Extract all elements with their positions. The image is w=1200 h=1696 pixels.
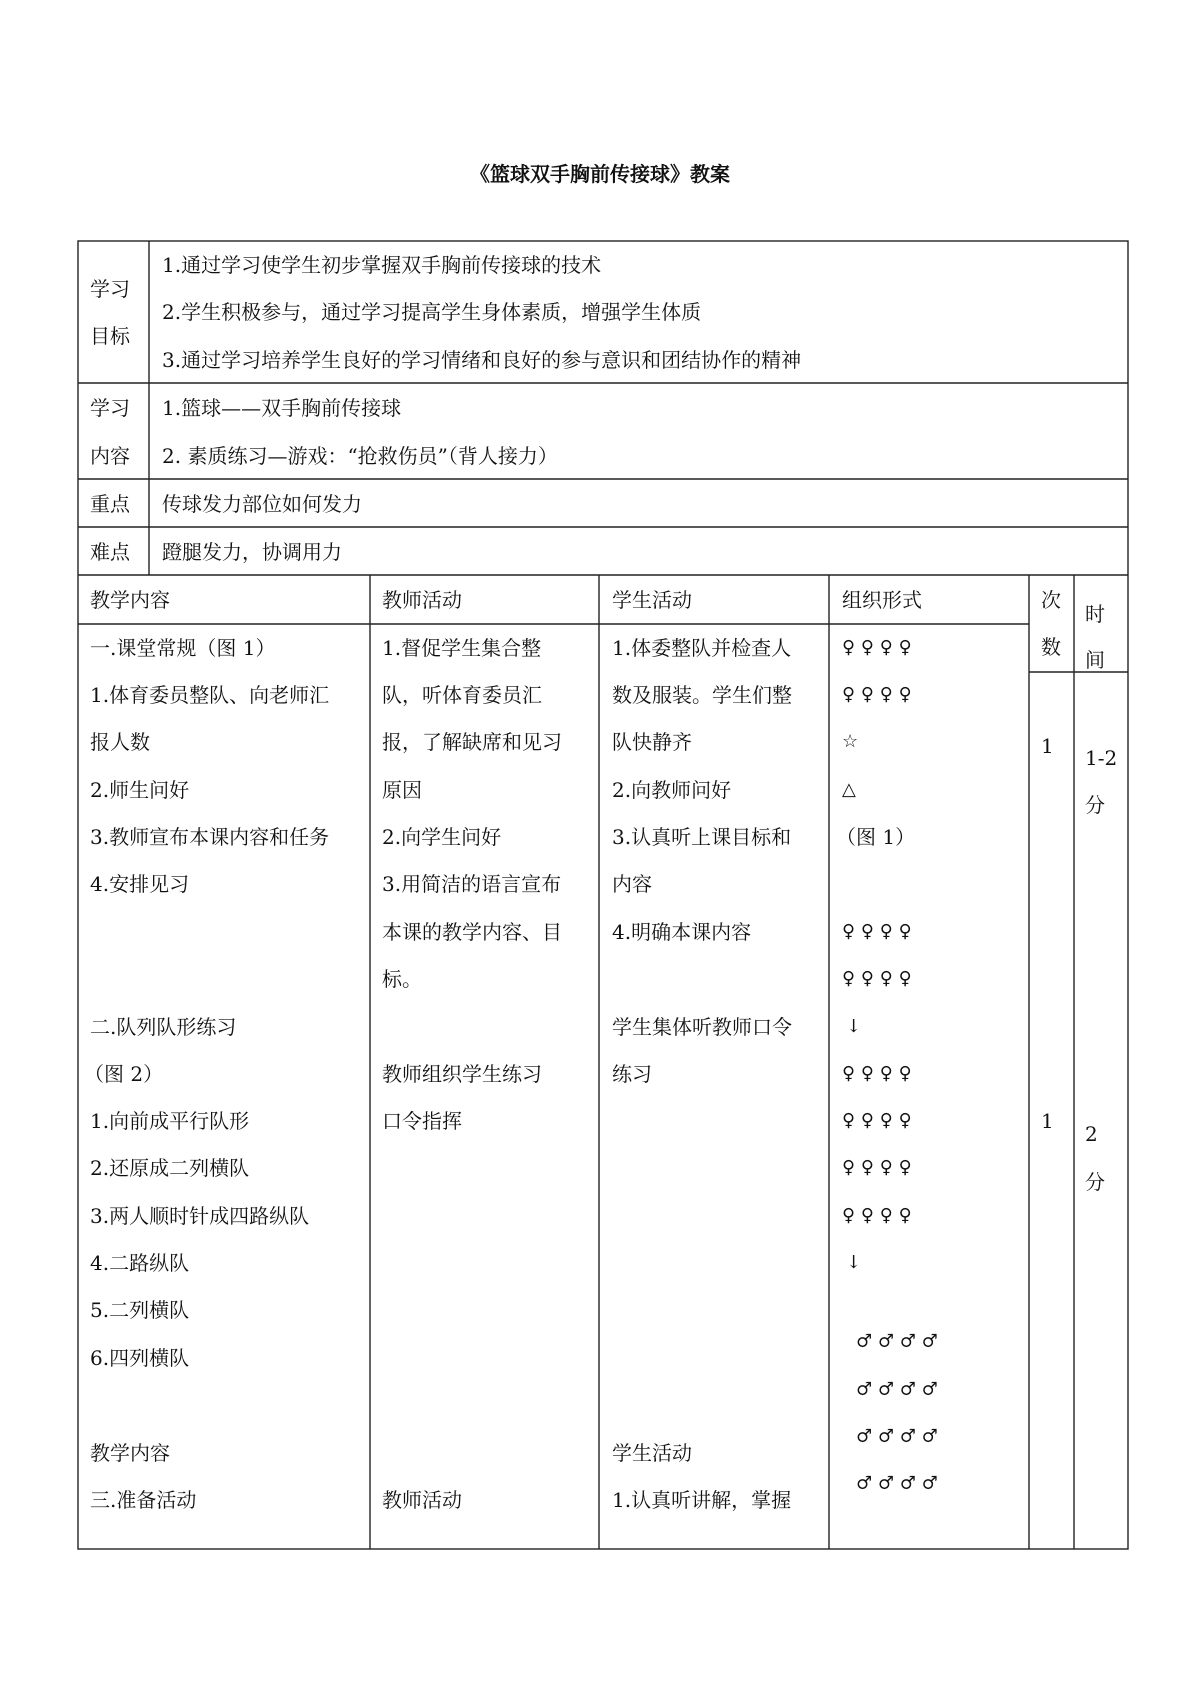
teacher-line: 1.督促学生集合整 xyxy=(382,636,542,660)
figure-label: （图 1） xyxy=(836,825,916,849)
teacher-line: 报，了解缺席和见习 xyxy=(382,730,562,754)
content-line: 三.准备活动 xyxy=(90,1488,197,1512)
header-teacher: 教师活动 xyxy=(382,588,462,612)
content-line: 教学内容 xyxy=(90,1441,170,1465)
duration-unit: 分 xyxy=(1085,1170,1105,1194)
difficulty-label: 难点 xyxy=(90,540,130,564)
content-item: 2. 素质练习—游戏：“抢救伤员”（背人接力） xyxy=(162,444,558,468)
teacher-line: 2.向学生问好 xyxy=(382,825,502,849)
content-line: 6.四列横队 xyxy=(90,1346,190,1370)
header-times-2: 数 xyxy=(1041,635,1061,659)
content-line: 2.师生问好 xyxy=(90,778,190,802)
formation-row: ♀ ♀ ♀ ♀ xyxy=(842,1110,912,1131)
content-line: 1.体育委员整队、向老师汇 xyxy=(90,683,330,707)
header-organization: 组织形式 xyxy=(842,588,922,612)
formation-row-sideways: ♂ ♂ ♂ ♂ xyxy=(856,1426,938,1447)
header-content: 教学内容 xyxy=(90,588,170,612)
student-line: 2.向教师问好 xyxy=(612,778,732,802)
document-title: 《篮球双手胸前传接球》教案 xyxy=(470,162,730,186)
teacher-line: 原因 xyxy=(382,778,422,802)
student-line: 1.体委整队并检查人 xyxy=(612,636,792,660)
duration-unit: 分 xyxy=(1085,793,1105,817)
times-value: 1 xyxy=(1041,1109,1054,1133)
content-line: 5.二列横队 xyxy=(90,1298,190,1322)
content-line: 3.教师宣布本课内容和任务 xyxy=(90,825,330,849)
header-times-1: 次 xyxy=(1041,588,1061,612)
student-line: 3.认真听上课目标和 xyxy=(612,825,792,849)
objective-item: 2.学生积极参与，通过学习提高学生身体素质，增强学生体质 xyxy=(162,300,702,324)
student-line: 内容 xyxy=(612,872,652,896)
times-value: 1 xyxy=(1041,734,1054,758)
formation-row: ♀ ♀ ♀ ♀ xyxy=(842,684,912,705)
content-label-2: 内容 xyxy=(90,444,130,468)
formation-row: ♀ ♀ ♀ ♀ xyxy=(842,1205,912,1226)
student-line: 队快静齐 xyxy=(612,730,692,754)
teacher-line: 本课的教学内容、目 xyxy=(382,920,562,944)
content-line: 4.二路纵队 xyxy=(90,1251,190,1275)
student-line: 练习 xyxy=(612,1062,652,1086)
student-line: 数及服装。学生们整 xyxy=(612,683,792,707)
content-line: 1.向前成平行队形 xyxy=(90,1109,250,1133)
arrow-down-icon: ↓ xyxy=(846,1252,862,1273)
teacher-line: 队，听体育委员汇 xyxy=(382,683,542,707)
objective-item: 3.通过学习培养学生良好的学习情绪和良好的参与意识和团结协作的精神 xyxy=(162,348,802,372)
arrow-down-icon: ↓ xyxy=(846,1016,862,1037)
formation-row-sideways: ♂ ♂ ♂ ♂ xyxy=(856,1473,938,1494)
duration-value: 1-2 xyxy=(1085,746,1118,770)
difficulty-text: 蹬腿发力，协调用力 xyxy=(162,540,342,564)
formation-row: ♀ ♀ ♀ ♀ xyxy=(842,1157,912,1178)
student-line: 1.认真听讲解，掌握 xyxy=(612,1488,792,1512)
teacher-line: 口令指挥 xyxy=(382,1109,462,1133)
triangle-icon: △ xyxy=(842,779,856,800)
content-line: 2.还原成二列横队 xyxy=(90,1156,250,1180)
teacher-line: 标。 xyxy=(382,967,422,991)
student-line: 4.明确本课内容 xyxy=(612,920,752,944)
formation-row: ♀ ♀ ♀ ♀ xyxy=(842,637,912,658)
key-point-label: 重点 xyxy=(90,492,130,516)
teacher-star-icon: ☆ xyxy=(842,731,859,752)
student-line: 学生活动 xyxy=(612,1441,692,1465)
content-item: 1.篮球——双手胸前传接球 xyxy=(162,396,402,420)
formation-row: ♀ ♀ ♀ ♀ xyxy=(842,1063,912,1084)
formation-row-sideways: ♂ ♂ ♂ ♂ xyxy=(856,1331,938,1352)
header-duration-1: 时 xyxy=(1085,602,1105,626)
header-duration-2: 间 xyxy=(1085,648,1105,672)
content-line: 二.队列队形练习 xyxy=(90,1015,237,1039)
content-line: 4.安排见习 xyxy=(90,872,190,896)
formation-row: ♀ ♀ ♀ ♀ xyxy=(842,921,912,942)
content-line: 3.两人顺时针成四路纵队 xyxy=(90,1204,310,1228)
teacher-line: 教师组织学生练习 xyxy=(382,1062,542,1086)
teacher-line: 教师活动 xyxy=(382,1488,462,1512)
content-line: 一.课堂常规（图 1） xyxy=(90,636,276,660)
content-line: （图 2） xyxy=(84,1062,164,1086)
objectives-label-1: 学习 xyxy=(90,277,130,301)
table-border xyxy=(78,241,1128,1549)
student-line: 学生集体听教师口令 xyxy=(612,1015,792,1039)
objectives-label-2: 目标 xyxy=(90,324,130,348)
objective-item: 1.通过学习使学生初步掌握双手胸前传接球的技术 xyxy=(162,253,602,277)
duration-value: 2 xyxy=(1085,1122,1098,1146)
formation-row-sideways: ♂ ♂ ♂ ♂ xyxy=(856,1379,938,1400)
content-label-1: 学习 xyxy=(90,396,130,420)
header-student: 学生活动 xyxy=(612,588,692,612)
teacher-line: 3.用简洁的语言宣布 xyxy=(382,872,562,896)
key-point-text: 传球发力部位如何发力 xyxy=(162,492,362,516)
formation-row: ♀ ♀ ♀ ♀ xyxy=(842,968,912,989)
content-line: 报人数 xyxy=(90,730,150,754)
